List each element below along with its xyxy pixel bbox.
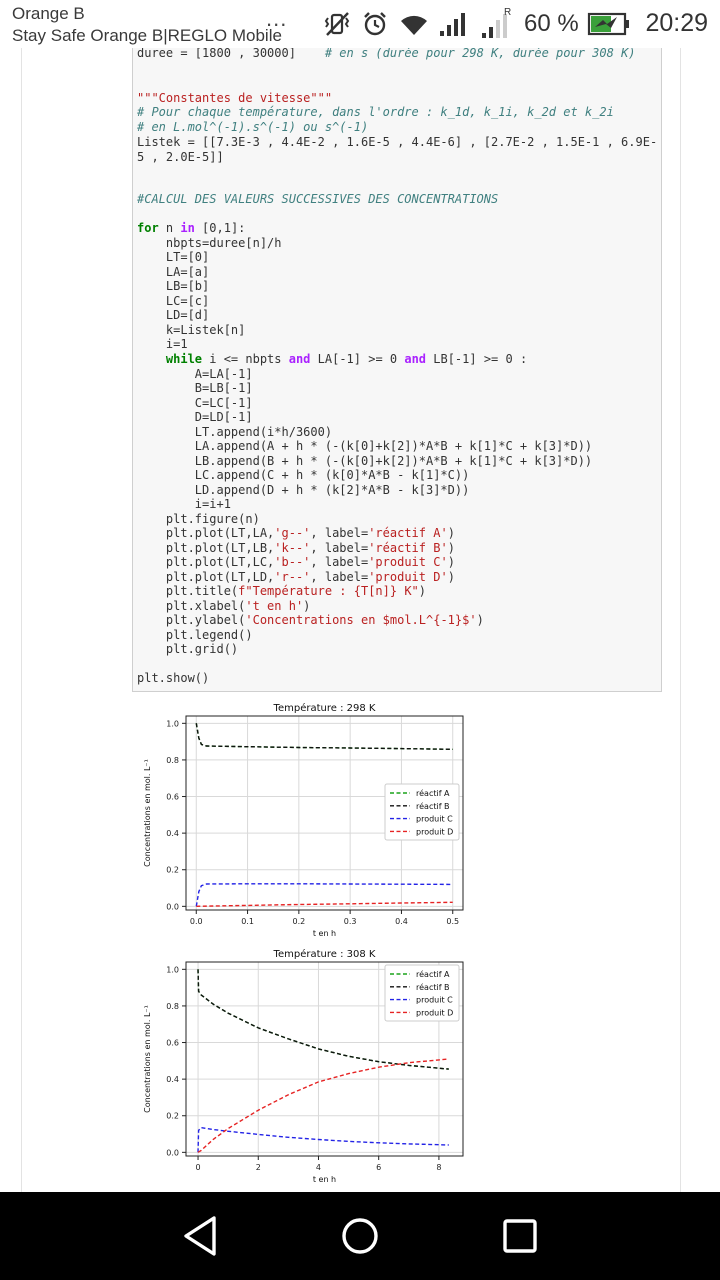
chart-title: Température : 298 K [273, 703, 376, 714]
x-tick-label: 0 [195, 1163, 201, 1172]
y-tick-label: 0.2 [166, 1111, 179, 1121]
carrier-name: Orange B [12, 4, 85, 23]
status-icons [322, 6, 631, 42]
y-tick-label: 0.2 [166, 865, 179, 875]
code-line: LT=[0] [137, 250, 210, 264]
roaming-badge: R [504, 7, 512, 18]
y-tick-label: 0.0 [166, 1148, 179, 1158]
legend-label: réactif B [416, 801, 450, 811]
code-line: A=LA[-1] [137, 367, 253, 381]
y-tick-label: 0.8 [166, 1001, 179, 1011]
y-axis-label: Concentrations en mol. L⁻¹ [143, 1005, 152, 1113]
x-tick-label: 0.2 [292, 917, 306, 926]
x-axis-label: t en h [312, 1175, 337, 1182]
alarm-icon [360, 9, 390, 39]
code-line: plt.legend() [137, 628, 253, 642]
x-tick-label: 0.1 [241, 917, 254, 926]
x-tick-label: 8 [436, 1163, 442, 1172]
code-line: nbpts=duree[n]/h [137, 236, 282, 250]
code-line: D=LD[-1] [137, 410, 253, 424]
y-tick-label: 0.8 [166, 755, 179, 765]
page-right-border [680, 48, 681, 1192]
code-line: duree = [1800 , 30000] # en s (durée pour 298 K, durée pour 308 K) [137, 48, 636, 60]
legend-label: produit D [416, 1008, 454, 1018]
code-line: 5 , 2.0E-5]] [137, 150, 224, 164]
legend-label: produit C [416, 814, 453, 824]
legend-label: produit C [416, 995, 453, 1005]
y-tick-label: 0.6 [166, 1038, 179, 1048]
chart-title: Température : 308 K [273, 949, 376, 960]
code-docstring: """Constantes de vitesse""" [137, 91, 333, 105]
y-axis-label: Concentrations en mol. L⁻¹ [143, 759, 152, 867]
code-line: plt.title(f"Température : {T[n]} K") [137, 584, 427, 598]
roaming-signal-icon [480, 7, 516, 41]
code-line: i=i+1 [137, 497, 231, 511]
clock: 20:29 [645, 9, 708, 37]
code-line: plt.ylabel('Concentrations en $mol.L^{-1}$') [137, 613, 484, 627]
code-line: LA.append(A + h * (-(k[0]+k[2])*A*B + k[1]*C + k[3]*D)) [137, 439, 593, 453]
code-line: plt.xlabel('t en h') [137, 599, 311, 613]
home-button[interactable] [334, 1210, 386, 1262]
code-line: B=LB[-1] [137, 381, 253, 395]
code-line: k=Listek[n] [137, 323, 246, 337]
y-tick-label: 0.0 [166, 902, 179, 912]
page-left-border [21, 48, 22, 1192]
code-line: while i <= nbpts and LA[-1] >= 0 and LB[-1] >= 0 : [165, 352, 528, 366]
code-line: plt.plot(LT,LB,'k--', label='réactif B') [137, 541, 455, 555]
code-comment: #CALCUL DES VALEURS SUCCESSIVES DES CONCENTRATIONS [137, 192, 499, 206]
y-tick-label: 1.0 [166, 719, 179, 729]
code-line: LC=[c] [137, 294, 210, 308]
x-tick-label: 2 [255, 1163, 261, 1172]
y-tick-label: 1.0 [166, 965, 179, 975]
signal-strength-icon [438, 9, 472, 39]
chart-308K [136, 942, 472, 1182]
x-tick-label: 6 [376, 1163, 382, 1172]
code-line: plt.figure(n) [137, 512, 260, 526]
x-tick-label: 4 [315, 1163, 322, 1172]
code-line: LC.append(C + h * (k[0]*A*B - k[1]*C)) [137, 468, 470, 482]
vibrate-mute-icon [322, 9, 352, 39]
battery-charging-icon [587, 11, 631, 37]
legend-label: réactif B [416, 982, 450, 992]
more-notifications-icon: ... [266, 6, 288, 31]
code-comment: # en L.mol^(-1).s^(-1) ou s^(-1) [137, 120, 369, 134]
x-axis-label: t en h [312, 929, 337, 936]
system-nav-bar [0, 1192, 720, 1280]
circle-home-icon [344, 1220, 376, 1252]
code-line: plt.show() [137, 671, 210, 685]
y-tick-label: 0.4 [166, 1075, 179, 1085]
y-tick-label: 0.4 [166, 829, 179, 839]
code-line: plt.grid() [137, 642, 239, 656]
code-line: LD.append(D + h * (k[2]*A*B - k[3]*D)) [137, 483, 470, 497]
back-button[interactable] [174, 1210, 226, 1262]
x-tick-label: 0.5 [446, 917, 460, 926]
x-tick-label: 0.0 [189, 917, 203, 926]
code-line: plt.plot(LT,LD,'r--', label='produit D') [137, 570, 455, 584]
status-bar [0, 0, 720, 48]
notebook-page[interactable] [0, 48, 720, 1192]
carrier-network: Stay Safe Orange B|REGLO Mobile [12, 26, 282, 45]
code-line: LD=[d] [137, 308, 210, 322]
code-line: LT.append(i*h/3600) [137, 425, 333, 439]
legend-label: réactif A [416, 789, 450, 798]
code-comment: # Pour chaque température, dans l'ordre : k_1d, k_1i, k_2d et k_2i [137, 105, 614, 119]
code-line: LA=[a] [137, 265, 210, 279]
wifi-icon [398, 9, 430, 39]
triangle-back-icon [186, 1218, 214, 1254]
code-line: LB=[b] [137, 279, 210, 293]
square-recents-icon [505, 1221, 535, 1251]
code-line: plt.plot(LT,LA,'g--', label='réactif A') [137, 526, 455, 540]
code-line: LB.append(B + h * (-(k[0]+k[2])*A*B + k[1]*C + k[3]*D)) [137, 454, 593, 468]
legend-label: réactif A [416, 970, 450, 979]
code-line: i=1 [137, 337, 188, 351]
battery-percent: 60 % [524, 10, 579, 37]
code-line: plt.plot(LT,LC,'b--', label='produit C') [137, 555, 455, 569]
code-line: C=LC[-1] [137, 396, 253, 410]
x-tick-label: 0.4 [395, 917, 408, 926]
y-tick-label: 0.6 [166, 792, 179, 802]
chart-298K [136, 696, 472, 936]
x-tick-label: 0.3 [343, 917, 357, 926]
legend-label: produit D [416, 827, 454, 837]
code-line: for n in [0,1]: [137, 221, 246, 235]
code-line: Listek = [[7.3E-3 , 4.4E-2 , 1.6E-5 , 4.4E-6] , [2.7E-2 , 1.5E-1 , 6.9E- [137, 135, 658, 149]
recents-button[interactable] [494, 1210, 546, 1262]
